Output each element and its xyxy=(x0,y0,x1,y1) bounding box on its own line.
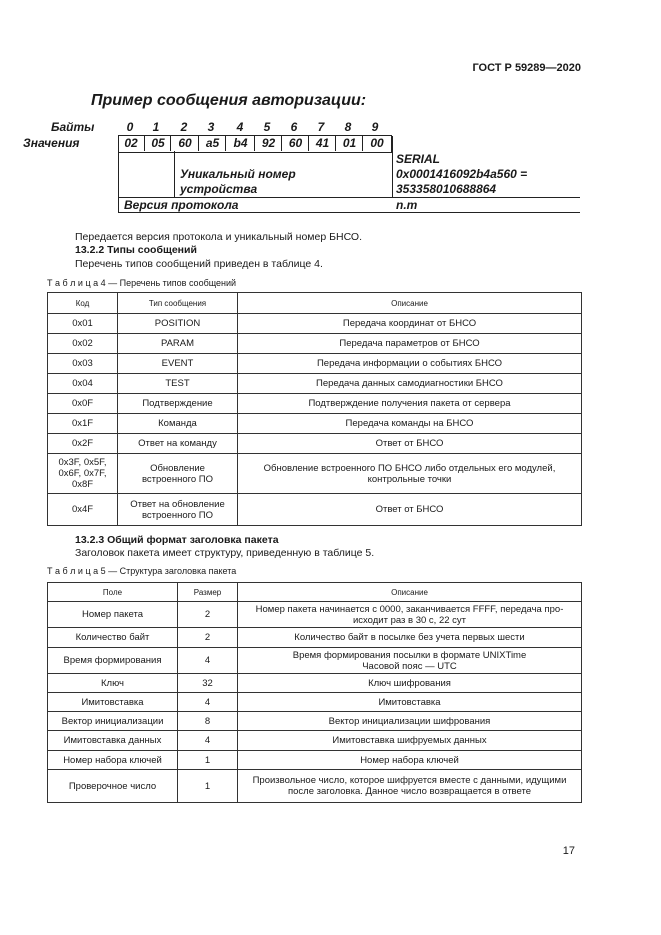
table-row xyxy=(48,434,582,454)
divider xyxy=(392,136,393,197)
table-cell: Передача данных самодиагностики БНСО xyxy=(238,374,582,394)
table5-caption: Т а б л и ц а 5 — Структура заголовка пакета xyxy=(47,566,237,576)
table-cell: Номер пакета начинается с 0000, заканчивается FFFF, передача про- исходит раз в 30 с, 22 сут xyxy=(238,602,582,628)
table-cell: Ключ xyxy=(48,674,178,693)
column-header: Код xyxy=(48,293,118,314)
standard-number: ГОСТ Р 59289—2020 xyxy=(472,62,581,74)
table-row xyxy=(48,314,582,334)
table-row xyxy=(48,334,582,354)
table-cell: Время формирования посылки в формате UNIXTime Часовой пояс — UTC xyxy=(238,648,582,674)
table-cell: Имитовставка данных xyxy=(48,731,178,751)
table-cell: Ответ на команду xyxy=(118,434,238,454)
table-cell: 1 xyxy=(178,770,238,803)
byte-value: 41 xyxy=(308,136,336,151)
byte-value: 00 xyxy=(362,136,391,151)
table-cell: 2 xyxy=(178,602,238,628)
table-cell: 4 xyxy=(178,731,238,751)
protocol-value: n.m xyxy=(396,198,418,212)
table-row xyxy=(48,354,582,374)
table-cell: Имитовставка шифруемых данных xyxy=(238,731,582,751)
table-cell: Обновление встроенного ПО БНСО либо отдельных его модулей, контрольные точки xyxy=(238,454,582,494)
table-cell: 8 xyxy=(178,712,238,731)
table-cell: Вектор инициализации xyxy=(48,712,178,731)
table-cell: EVENT xyxy=(118,354,238,374)
table-row xyxy=(48,628,582,648)
values-label: Значения xyxy=(23,136,80,150)
byte-number: 0 xyxy=(126,120,134,134)
table-cell: Ключ шифрования xyxy=(238,674,582,693)
table-cell: Команда xyxy=(118,414,238,434)
table-cell: 32 xyxy=(178,674,238,693)
table-row xyxy=(48,394,582,414)
table-cell: TEST xyxy=(118,374,238,394)
byte-value: 92 xyxy=(254,136,282,151)
table-row xyxy=(48,731,582,751)
message-types-table xyxy=(47,292,582,526)
table-cell: Обновление встроенного ПО xyxy=(118,454,238,494)
serial-label: SERIAL xyxy=(396,152,441,166)
table4-caption: Т а б л и ц а 4 — Перечень типов сообщений xyxy=(47,278,237,288)
table-cell: Ответ от БНСО xyxy=(238,494,582,526)
byte-value: 02 xyxy=(124,136,138,150)
table-cell: Передача параметров от БНСО xyxy=(238,334,582,354)
table-cell: 4 xyxy=(178,693,238,712)
byte-value: 01 xyxy=(335,136,363,151)
table-cell: 0x4F xyxy=(48,494,118,526)
table-cell: 0x01 xyxy=(48,314,118,334)
table-cell: Ответ на обновление встроенного ПО xyxy=(118,494,238,526)
table-row xyxy=(48,648,582,674)
divider xyxy=(118,212,580,213)
table-cell: 0x04 xyxy=(48,374,118,394)
table-cell: Время формирования xyxy=(48,648,178,674)
table-cell: 1 xyxy=(178,751,238,770)
table-row xyxy=(48,414,582,434)
paragraph: Заголовок пакета имеет структуру, приведенную в таблице 5. xyxy=(75,547,375,559)
byte-value: 05 xyxy=(144,136,171,151)
serial-decimal: 353358010688864 xyxy=(396,182,497,196)
unique-number-label: Уникальный номер xyxy=(180,167,296,181)
table-cell: Количество байт в посылке без учета первых шести xyxy=(238,628,582,648)
table-cell: Проверочное число xyxy=(48,770,178,803)
table-cell: PARAM xyxy=(118,334,238,354)
table-cell: 4 xyxy=(178,648,238,674)
byte-number: 9 xyxy=(371,120,379,134)
table-row xyxy=(48,494,582,526)
table-cell: Вектор инициализации шифрования xyxy=(238,712,582,731)
divider xyxy=(174,151,175,197)
table-cell: Количество байт xyxy=(48,628,178,648)
table-row xyxy=(48,602,582,628)
divider xyxy=(118,151,119,213)
table-row xyxy=(48,374,582,394)
column-header: Описание xyxy=(238,293,582,314)
table-row xyxy=(48,693,582,712)
column-header: Тип сообщения xyxy=(118,293,238,314)
byte-value: 60 xyxy=(170,136,199,151)
byte-number: 7 xyxy=(317,120,325,134)
table-row xyxy=(48,674,582,693)
table-cell: 0x1F xyxy=(48,414,118,434)
table-cell: 0x3F, 0x5F, 0x6F, 0x7F, 0x8F xyxy=(48,454,118,494)
section-heading: 13.2.3 Общий формат заголовка пакета xyxy=(75,534,279,546)
byte-number: 8 xyxy=(344,120,352,134)
byte-number: 5 xyxy=(263,120,271,134)
table-cell: 0x03 xyxy=(48,354,118,374)
byte-value: a5 xyxy=(198,136,226,151)
byte-number: 6 xyxy=(290,120,298,134)
table-cell: 0x02 xyxy=(48,334,118,354)
bytes-label: Байты xyxy=(51,120,95,134)
section-heading: 13.2.2 Типы сообщений xyxy=(75,244,197,256)
serial-hex: 0x0001416092b4a560 = xyxy=(396,167,528,181)
table-cell: Подтверждение xyxy=(118,394,238,414)
table-cell: Имитовставка xyxy=(238,693,582,712)
table-cell: 0x0F xyxy=(48,394,118,414)
table-cell: Передача команды на БНСО xyxy=(238,414,582,434)
table-row xyxy=(48,751,582,770)
byte-value: b4 xyxy=(225,136,255,151)
table-row xyxy=(48,770,582,803)
table-cell: Номер набора ключей xyxy=(238,751,582,770)
example-title: Пример сообщения авторизации: xyxy=(91,92,367,109)
column-header: Размер xyxy=(178,583,238,602)
table-row xyxy=(48,454,582,494)
table-cell: Номер пакета xyxy=(48,602,178,628)
table-cell: 2 xyxy=(178,628,238,648)
paragraph: Перечень типов сообщений приведен в таблице 4. xyxy=(75,258,323,270)
table-cell: Подтверждение получения пакета от сервера xyxy=(238,394,582,414)
column-header: Поле xyxy=(48,583,178,602)
table-cell: Имитовставка xyxy=(48,693,178,712)
byte-number: 4 xyxy=(236,120,244,134)
unique-number-label-2: устройства xyxy=(180,182,258,196)
table-cell: Произвольное число, которое шифруется вместе с данными, идущими после заголовка. Данное число возвращается в ответе xyxy=(238,770,582,803)
table-cell: Передача информации о событиях БНСО xyxy=(238,354,582,374)
byte-value: 60 xyxy=(281,136,309,151)
byte-number: 1 xyxy=(152,120,160,134)
table-cell: Ответ от БНСО xyxy=(238,434,582,454)
column-header: Описание xyxy=(238,583,582,602)
header-structure-table xyxy=(47,582,582,803)
protocol-label: Версия протокола xyxy=(124,198,239,212)
byte-number: 3 xyxy=(207,120,215,134)
page-number: 17 xyxy=(562,845,575,857)
table-cell: POSITION xyxy=(118,314,238,334)
table-cell: 0x2F xyxy=(48,434,118,454)
table-row xyxy=(48,712,582,731)
table-cell: Передача координат от БНСО xyxy=(238,314,582,334)
paragraph: Передается версия протокола и уникальный номер БНСО. xyxy=(75,231,363,243)
byte-number: 2 xyxy=(180,120,188,134)
table-cell: Номер набора ключей xyxy=(48,751,178,770)
